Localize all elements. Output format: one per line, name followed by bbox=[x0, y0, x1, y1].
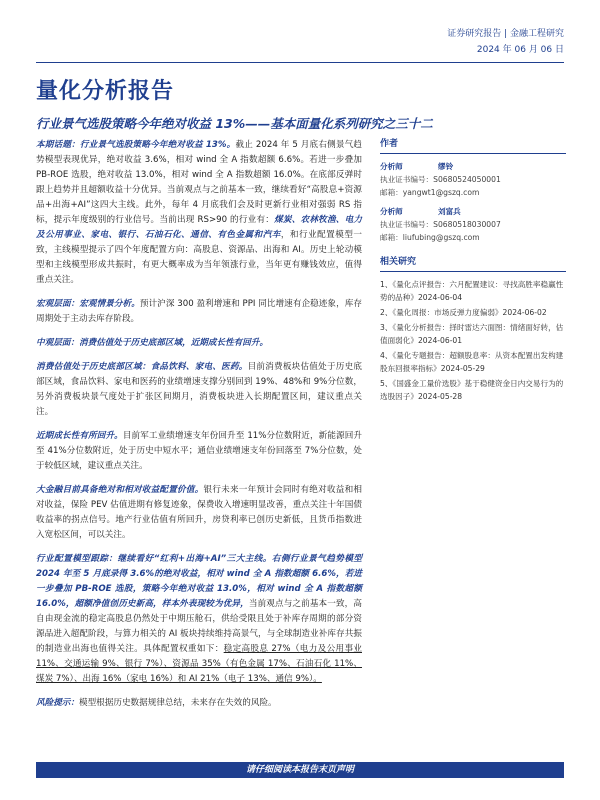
paragraph-finance bbox=[36, 483, 362, 543]
main-body bbox=[36, 138, 362, 720]
author-name-row bbox=[380, 205, 566, 218]
lead-label: 宏观层面： bbox=[36, 299, 80, 309]
related-date: 2024-06-04 bbox=[417, 293, 463, 302]
bold-text: 近期成长性有所回升。 bbox=[36, 431, 123, 441]
author-name-row bbox=[380, 160, 566, 173]
report-title: 量化分析报告 bbox=[36, 79, 175, 104]
lead-label: 本期话题： bbox=[36, 140, 80, 150]
author-role: 分析师 bbox=[380, 162, 403, 171]
related-list bbox=[380, 278, 566, 403]
body-text: 截止 2024 年 5 月底右侧景气趋势模型表现优异，绝对收益 3.6%，相对 wind 全 A 指数超额 6.6%。若进一步叠加 PB-ROE 选股，绝对收益 13.0%，相对 wind 全 A 指数超额 16.0%。在底部反弹时跟上趋势并且超额收益十分优异。当前观点与之前基本一致，继续看好“高股息+资源品+出海+AI”这四大主线。此外，每年 4 月底我们会及时更新行业相对强弱 RS 指标，提示年度级别的行业信号。当前出现 RS>90 的行业有： bbox=[36, 140, 363, 225]
bold-text: 大金融目前具备绝对和相对收益配置价值。 bbox=[36, 485, 204, 495]
report-header bbox=[447, 26, 564, 58]
author-name: 缪铃 bbox=[438, 162, 454, 171]
related-title[interactable]: 1、《量化点评报告：六月配置建议：寻找高胜率稳赢性势的品种》 bbox=[380, 280, 564, 302]
related-date: 2024-05-29 bbox=[440, 364, 485, 373]
sidebar bbox=[380, 138, 566, 405]
report-date: 2024 年 06 月 06 日 bbox=[476, 45, 564, 55]
body-text: 预计沪深 300 盈利增速和 PPI 同比增速有企稳迹象，库存周期处于主动去库存阶段。 bbox=[36, 299, 362, 324]
related-date: 2024-05-28 bbox=[417, 392, 463, 401]
author-role: 分析师 bbox=[380, 207, 403, 216]
author-name: 刘富兵 bbox=[438, 207, 461, 216]
body-text: 当前观点与之前基本一致，高自由现金流的稳定高股息仍然处于中期压舱石，供给受限且处于补库存周期的部分资源品进入超配阶段，与算力相关的 AI 板块持续维持高景气，与全球制造业补库存共振的制造业出海也值得关注。具体配置权重如下： bbox=[36, 599, 362, 654]
related-title[interactable]: 4、《量化专题报告：超额股息率：从资本配置出发构建股东回报率指标》 bbox=[380, 351, 564, 373]
author-block bbox=[380, 160, 566, 244]
authors-heading: 作者 bbox=[380, 138, 566, 154]
lead-label: 中观层面： bbox=[36, 338, 79, 348]
related-title[interactable]: 3、《量化分析报告：择时雷达六面图：情绪面好转，估值面弱化》 bbox=[380, 323, 564, 345]
paragraph-meso bbox=[36, 336, 362, 351]
report-tag: 证券研究报告 | 金融工程研究 bbox=[447, 29, 564, 39]
related-item[interactable] bbox=[380, 321, 566, 347]
bold-text: 宏观情景分析。 bbox=[79, 299, 140, 309]
paragraph-allocation bbox=[36, 552, 362, 687]
author-email[interactable]: 邮箱：liufubing@gszq.com bbox=[380, 233, 480, 242]
paragraph-consumer bbox=[36, 360, 362, 420]
bold-text: 消费估值处于历史底部区域：食品饮料、家电、医药。 bbox=[36, 362, 248, 372]
author-cert: 执业证书编号：S0680518030007 bbox=[380, 220, 501, 229]
bold-text: 煤炭、农林牧渔、电力及公用事业、家电、银行、石油石化、通信、有色金属和汽车 bbox=[36, 215, 362, 240]
body-text: 模型根据历史数据规律总结，未来存在失效的风险。 bbox=[78, 698, 277, 708]
body-text: 目前消费板块估值处于历史底部区域，食品饮料、家电和医药的业绩增速支撑分别回到 19%、48%和 9%分位数，另外消费板块景气度处于扩张区间期月，消费板块进入长期配置区间，建议重点关注。 bbox=[36, 362, 362, 417]
bold-text: 行业景气选股策略今年绝对收益 13%。 bbox=[79, 140, 236, 150]
related-date: 2024-06-02 bbox=[502, 308, 547, 317]
paragraph-risk bbox=[36, 696, 362, 711]
related-date: 2024-06-01 bbox=[417, 336, 463, 345]
lead-label: 行业配置模型跟踪： bbox=[36, 554, 118, 564]
top-divider bbox=[36, 62, 564, 63]
related-item[interactable] bbox=[380, 377, 566, 403]
body-text: 目前军工业绩增速支年份回升至 11%分位数附近，新能源回升至 41%分位数附近，处于历史中短水平；通信业绩增速支年份回落至 7%分位数，处于较低区域，建议重点关注。 bbox=[36, 431, 362, 471]
bold-text: 消费估值处于历史底部区域，近期成长性有回升。 bbox=[78, 338, 269, 348]
related-item[interactable] bbox=[380, 306, 566, 319]
footer-disclaimer: 请仔细阅读本报告末页声明 bbox=[36, 762, 564, 778]
related-title[interactable]: 2、《量化周报：市场反弹力度偏弱》 bbox=[380, 308, 503, 317]
paragraph-macro bbox=[36, 297, 362, 327]
body-text: ，和行业配置模型一致，主线模型提示了四个年度配置方向：高股息、资源品、出海和 AI。历史上轮动模型和主线模型形成共振时，有更大概率成为当年领涨行业，当年更有赚钱效应，值得重点关注。 bbox=[36, 230, 362, 285]
related-title[interactable]: 5、《国盛金工量价选股》基于稳健资金日内交易行为的选股因子》 bbox=[380, 379, 564, 401]
lead-label: 风险提示： bbox=[36, 698, 79, 708]
related-item[interactable] bbox=[380, 278, 566, 304]
paragraph-topic bbox=[36, 138, 362, 288]
related-heading: 相关研究 bbox=[380, 256, 566, 272]
body-text: 银行未来一年预计会同时有绝对收益和相对收益，保险 PEV 估值进期有修复迹象，保费收入增速明显改善，重点关注十年国债收益率的拐点信号。地产行业估值有所回升，房贷利率已创历史新低，且货币指数进入宽松区间，可以关注。 bbox=[36, 485, 362, 540]
allocation-weights: 稳定高股息 27%（电力及公用事业 11%、交通运输 9%、银行 7%）、资源品 35%（有色金属 17%、石油石化 11%、煤炭 7%）、出海 16%（家电 16%）和 AI 21%（电子 13%、通信 9%）。 bbox=[36, 644, 362, 684]
author-email[interactable]: 邮箱：yangwt1@gszq.com bbox=[380, 188, 480, 197]
report-subtitle: 行业景气选股策略今年绝对收益 13%——基本面量化系列研究之三十二 bbox=[36, 116, 433, 131]
related-item[interactable] bbox=[380, 349, 566, 375]
author-cert: 执业证书编号：S0680524050001 bbox=[380, 175, 501, 184]
paragraph-growth bbox=[36, 429, 362, 474]
bold-text: 继续看好“红利+出海+AI”三大主线。右侧行业景气趋势模型 2024 年至 5 月底录得 3.6%的绝对收益，相对 wind 全 A 指数超额 6.6%，若进一步叠加 PB-ROE 选股，策略今年绝对收益 13.0%，相对 wind 全 A 指数超额 16.0%，超额净值创历史新高，样本外表现较为优异， bbox=[36, 554, 362, 609]
